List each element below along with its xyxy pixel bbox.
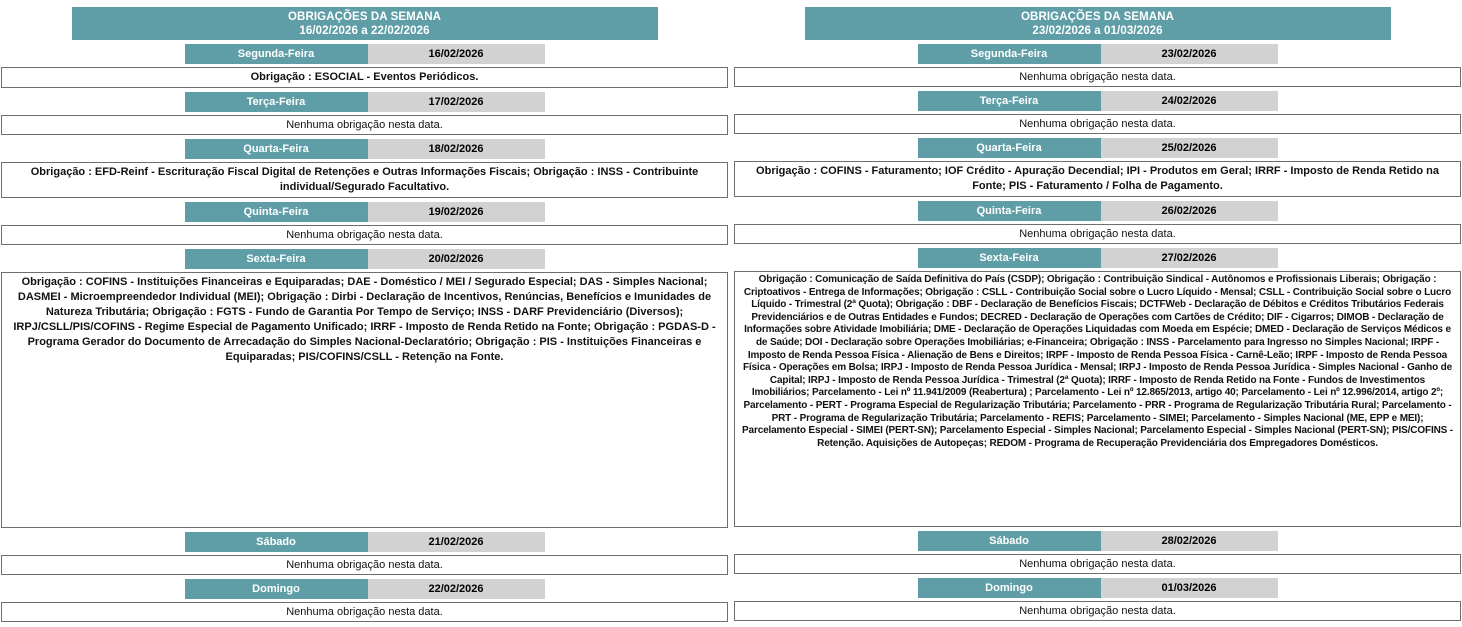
day-date-cell: 24/02/2026 <box>1101 91 1278 111</box>
week-column-2 <box>734 0 1461 627</box>
day-name-cell: Sexta-Feira <box>185 249 368 269</box>
day-name-cell: Quinta-Feira <box>185 202 368 222</box>
day-header <box>918 138 1278 158</box>
day-name-cell: Quinta-Feira <box>918 201 1101 221</box>
day-header <box>185 202 545 222</box>
day-date-cell: 23/02/2026 <box>1101 44 1278 64</box>
day-name-cell: Sexta-Feira <box>918 248 1101 268</box>
day-header <box>185 139 545 159</box>
day-date-cell: 28/02/2026 <box>1101 531 1278 551</box>
day-date-cell: 01/03/2026 <box>1101 578 1278 598</box>
day-name-cell: Quarta-Feira <box>185 139 368 159</box>
obligation-cell: Obrigação : ESOCIAL - Eventos Periódicos. <box>1 67 728 88</box>
day-name-cell: Sábado <box>185 532 368 552</box>
day-date-cell: 19/02/2026 <box>368 202 545 222</box>
obligation-cell: Nenhuma obrigação nesta data. <box>734 601 1461 621</box>
week-title-text: OBRIGAÇÕES DA SEMANA <box>288 11 441 23</box>
day-name-cell: Domingo <box>918 578 1101 598</box>
obligation-cell: Obrigação : EFD-Reinf - Escrituração Fiscal Digital de Retenções e Outras Informações Fiscais; Obrigação : INSS - Contribuinte individual/Segurado Facultativo. <box>1 162 728 198</box>
day-name-cell: Sábado <box>918 531 1101 551</box>
day-date-cell: 18/02/2026 <box>368 139 545 159</box>
day-name-cell: Domingo <box>185 579 368 599</box>
day-date-cell: 25/02/2026 <box>1101 138 1278 158</box>
obligation-cell: Nenhuma obrigação nesta data. <box>734 67 1461 87</box>
week-title-daterange: 23/02/2026 a 01/03/2026 <box>1032 25 1163 37</box>
day-header <box>918 91 1278 111</box>
day-date-cell: 21/02/2026 <box>368 532 545 552</box>
day-header <box>185 44 545 64</box>
day-header <box>185 92 545 112</box>
obligation-cell: Nenhuma obrigação nesta data. <box>734 114 1461 134</box>
week-column-1 <box>1 0 728 627</box>
obligation-cell: Nenhuma obrigação nesta data. <box>734 224 1461 244</box>
week-title <box>805 7 1391 40</box>
day-date-cell: 27/02/2026 <box>1101 248 1278 268</box>
week-title-daterange: 16/02/2026 a 22/02/2026 <box>299 25 430 37</box>
day-header <box>185 249 545 269</box>
week-title <box>72 7 658 40</box>
obligation-cell: Nenhuma obrigação nesta data. <box>1 225 728 245</box>
day-header <box>185 532 545 552</box>
obligation-cell: Obrigação : COFINS - Faturamento; IOF Crédito - Apuração Decendial; IPI - Produtos em Geral; IRRF - Imposto de Renda Retido na Fonte; PIS - Faturamento / Folha de Pagamento. <box>734 161 1461 197</box>
obligation-cell: Nenhuma obrigação nesta data. <box>734 554 1461 574</box>
day-header <box>918 531 1278 551</box>
day-date-cell: 26/02/2026 <box>1101 201 1278 221</box>
obligation-cell: Nenhuma obrigação nesta data. <box>1 115 728 135</box>
day-header <box>918 44 1278 64</box>
day-name-cell: Terça-Feira <box>185 92 368 112</box>
day-date-cell: 16/02/2026 <box>368 44 545 64</box>
day-date-cell: 20/02/2026 <box>368 249 545 269</box>
obligation-cell: Obrigação : Comunicação de Saída Definitiva do País (CSDP); Obrigação : Contribuição Sindical - Autônomos e Profissionais Liberais; Obrigação : Criptoativos - Entrega de Informações; Obrigação : CSLL - Contribuição Social sobre o Lucro Líquido - Mensal; CSLL - Contribuição Social sobre o Lucro Líquido - Trimestral (2ª Quota); Obrigação : DBF - Declaração de Benefícios Fiscais; DCTFWeb - Declaração de Débitos e Créditos Tributários Federais Previdenciários e de Outras Entidades e Fundos; DECRED - Declaração de Operações com Cartões de Crédito; DIF - Cigarros; DIMOB - Declaração de Informações sobre Atividade Imobiliária; DME - Declaração de Operações Liquidadas com Moeda em Espécie; DMED - Declaração de Serviços Médicos e de Saúde; DOI - Declaração sobre Operações Imobiliárias; e-Financeira; Obrigação : INSS - Parcelamento para Ingresso no Simples Nacional; IRPF - Imposto de Renda Pessoa Física - Alienação de Bens e Direitos; IRPF - Imposto de Renda Pessoa Física - Carnê-Leão; IRPF - Imposto de Renda Pessoa Física - Operações em Bolsa; IRPJ - Imposto de Renda Pessoa Jurídica - Mensal; IRPJ - Imposto de Renda Pessoa Jurídica - Simples Nacional - Ganho de Capital; IRPJ - Imposto de Renda Pessoa Jurídica - Trimestral (2ª Quota); IRRF - Imposto de Renda Retido na Fonte - Fundos de Investimentos Imobiliários; Parcelamento - Lei nº 11.941/2009 (Reabertura) ; Parcelamento - Lei nº 12.865/2013, artigo 40; Parcelamento - Lei nº 12.996/2014, artigo 2º; Parcelamento - PERT - Programa Especial de Regularização Tributária; Parcelamento - PRR - Programa de Regularização Tributária Rural; Parcelamento - PRT - Programa de Regularização Tributária; Parcelamento - REFIS; Parcelamento - SIMEI; Parcelamento - Simples Nacional (ME, EPP e MEI); Parcelamento Especial - SIMEI (PERT-SN); Parcelamento Especial - Simples Nacional; Parcelamento Especial - Simples Nacional (PERT-SN); PIS/COFINS - Retenção. Aquisições de Autopeças; REDOM - Programa de Recuperação Previdenciária dos Empregadores Domésticos. <box>734 271 1461 527</box>
day-date-cell: 17/02/2026 <box>368 92 545 112</box>
day-header <box>918 248 1278 268</box>
day-name-cell: Segunda-Feira <box>918 44 1101 64</box>
day-header <box>918 578 1278 598</box>
obligation-cell: Obrigação : COFINS - Instituições Financeiras e Equiparadas; DAE - Doméstico / MEI / Segurado Especial; DAS - Simples Nacional; DASMEI - Microempreendedor Individual (MEI); Obrigação : Dirbi - Declaração de Incentivos, Renúncias, Benefícios e Imunidades de Natureza Tributária; Obrigação : FGTS - Fundo de Garantia Por Tempo de Serviço; INSS - DARF Previdenciário (Diversos); IRPJ/CSLL/PIS/COFINS - Regime Especial de Pagamento Unificado; IRRF - Imposto de Renda Retido na Fonte; Obrigação : PGDAS-D - Programa Gerador do Documento de Arrecadação do Simples Nacional-Declaratório; Obrigação : PIS - Instituições Financeiras e Equiparadas; PIS/COFINS/CSLL - Retenção na Fonte. <box>1 272 728 528</box>
day-name-cell: Terça-Feira <box>918 91 1101 111</box>
obligation-cell: Nenhuma obrigação nesta data. <box>1 555 728 575</box>
day-name-cell: Quarta-Feira <box>918 138 1101 158</box>
day-header <box>185 579 545 599</box>
day-name-cell: Segunda-Feira <box>185 44 368 64</box>
week-title-text: OBRIGAÇÕES DA SEMANA <box>1021 11 1174 23</box>
day-date-cell: 22/02/2026 <box>368 579 545 599</box>
obligation-cell: Nenhuma obrigação nesta data. <box>1 602 728 622</box>
day-header <box>918 201 1278 221</box>
